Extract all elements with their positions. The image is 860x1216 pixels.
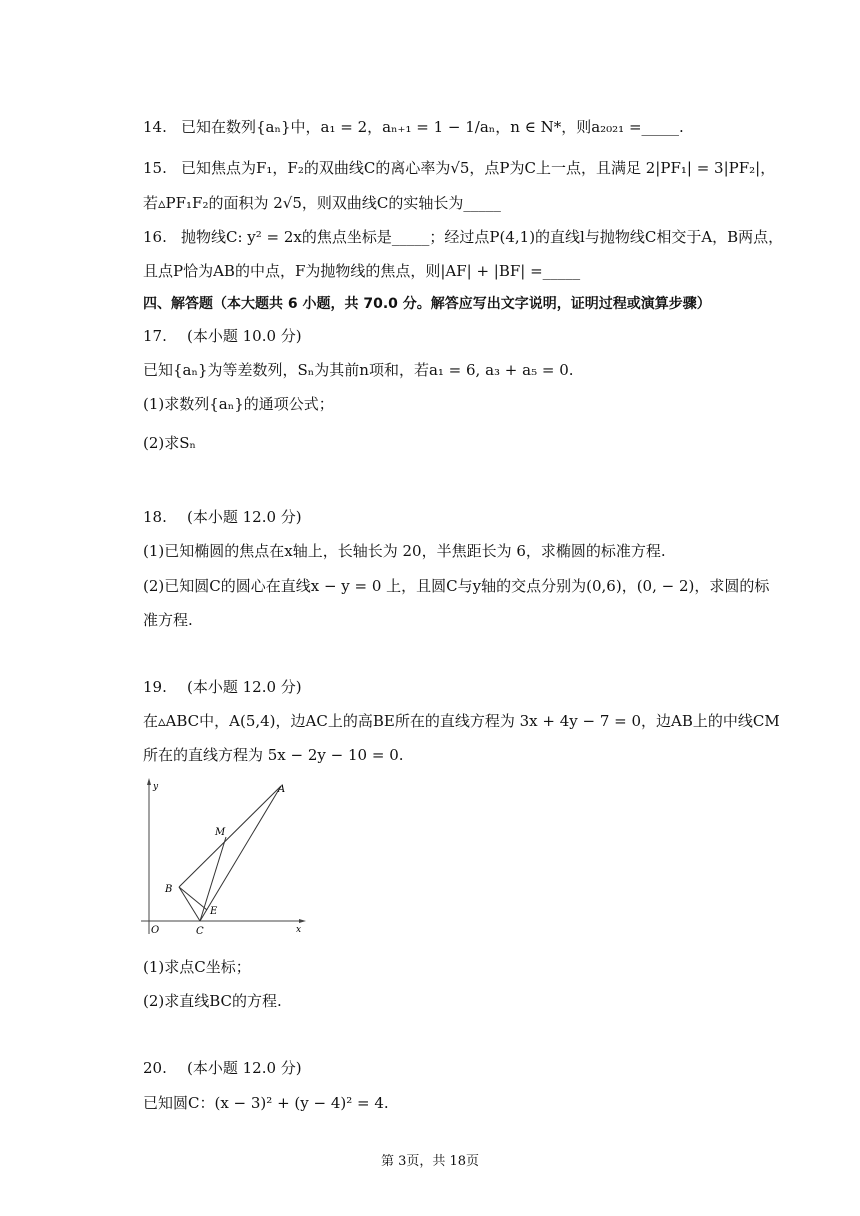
question-number: 18. <box>143 508 167 526</box>
question-number: 14. <box>143 118 167 136</box>
question-19-header <box>143 676 302 698</box>
question-number: 15. <box>143 159 167 177</box>
question-17-header <box>143 325 302 347</box>
question-points: (本小题 10.0 分) <box>187 327 302 345</box>
question-text: 已知在数列{aₙ}中，a₁ = 2，aₙ₊₁ = 1 − 1/aₙ，n ∈ N*，则a₂₀₂₁ =_____. <box>181 118 684 136</box>
triangle-figure <box>138 772 310 942</box>
label-b: B <box>165 884 173 895</box>
x-axis-arrow <box>299 919 306 923</box>
question-text: 抛物线C: y² = 2x的焦点坐标是_____；经过点P(4,1)的直线l与抛物线C相交于A，B两点， <box>181 228 784 246</box>
question-18-part-2-line-1: (2)已知圆C的圆心在直线x − y = 0 上，且圆C与y轴的交点分别为(0,6)，(0, − 2)，求圆的标 <box>143 577 770 595</box>
label-x: x <box>296 925 302 935</box>
question-14 <box>143 116 684 138</box>
question-points: (本小题 12.0 分) <box>187 1059 302 1077</box>
question-17-stem: 已知{aₙ}为等差数列，Sₙ为其前n项和，若a₁ = 6, a₃ + a₅ = 0. <box>143 361 574 379</box>
question-points: (本小题 12.0 分) <box>187 678 302 696</box>
question-18-header <box>143 506 302 528</box>
label-o: O <box>151 925 160 936</box>
question-17-part-2: (2)求Sₙ <box>143 434 197 452</box>
question-text: 已知焦点为F₁，F₂的双曲线C的离心率为√5，点P为C上一点，且满足 2|PF₁| = 3|PF₂|， <box>181 159 776 177</box>
question-19-part-1: (1)求点C坐标； <box>143 958 251 976</box>
question-18-part-1: (1)已知椭圆的焦点在x轴上，长轴长为 20，半焦距长为 6，求椭圆的标准方程. <box>143 542 666 560</box>
question-number: 16. <box>143 228 167 246</box>
label-c: C <box>196 926 204 937</box>
question-15-line-1 <box>143 157 775 179</box>
side-bc <box>179 887 200 921</box>
question-19-stem-line-2: 所在的直线方程为 5x − 2y − 10 = 0. <box>143 746 404 764</box>
page-footer: 第 3页，共 18页 <box>380 1154 480 1169</box>
label-y: y <box>153 782 159 792</box>
question-number: 19. <box>143 678 167 696</box>
question-19-stem-line-1: 在▵ABC中，A(5,4)，边AC上的高BE所在的直线方程为 3x + 4y − 7 = 0，边AB上的中线CM <box>143 712 780 730</box>
question-number: 20. <box>143 1059 167 1077</box>
question-18-part-2-line-2: 准方程. <box>143 611 193 629</box>
question-17-part-1: (1)求数列{aₙ}的通项公式； <box>143 395 334 413</box>
question-16-line-2: 且点P恰为AB的中点，F为抛物线的焦点，则|AF| + |BF| =_____ <box>143 262 581 280</box>
question-20-stem: 已知圆C：(x − 3)² + (y − 4)² = 4. <box>143 1094 389 1112</box>
section-heading: 四、解答题（本大题共 6 小题，共 70.0 分。解答应写出文字说明，证明过程或演算步骤） <box>143 296 711 312</box>
label-a: A <box>278 784 286 795</box>
question-points: (本小题 12.0 分) <box>187 508 302 526</box>
question-15-line-2: 若▵PF₁F₂的面积为 2√5，则双曲线C的实轴长为_____ <box>143 194 501 212</box>
question-number: 17. <box>143 327 167 345</box>
y-axis-arrow <box>147 778 151 785</box>
question-20-header <box>143 1057 302 1079</box>
label-e: E <box>210 906 218 917</box>
altitude-be <box>179 887 207 910</box>
question-16-line-1 <box>143 226 783 248</box>
question-19-part-2: (2)求直线BC的方程. <box>143 992 282 1010</box>
label-m: M <box>215 827 226 838</box>
